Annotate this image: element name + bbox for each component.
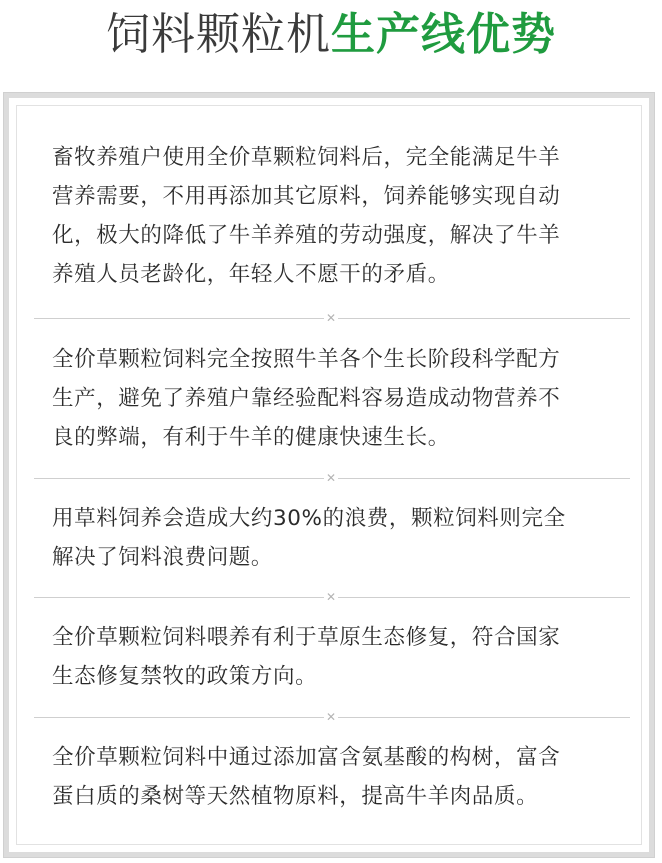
advantage-paragraph-5 <box>52 738 622 816</box>
advantage-paragraph-2 <box>52 340 622 457</box>
advantage-paragraph-4 <box>52 618 622 696</box>
close-icon: ✕ <box>325 311 337 325</box>
paragraph-line: 良的弊端，有利于牛羊的健康快速生长。 <box>52 425 450 450</box>
paragraph-line: 畜牧养殖户使用全价草颗粒饲料后，完全能满足牛羊 <box>52 145 561 170</box>
close-icon: ✕ <box>325 590 337 604</box>
paragraph-line: 养殖人员老龄化，年轻人不愿干的矛盾。 <box>52 262 450 287</box>
title-part-1: 饲料颗粒机 <box>106 9 331 60</box>
paragraph-line: 蛋白质的桑树等天然植物原料，提高牛羊肉品质。 <box>52 784 539 809</box>
paragraph-line: 全价草颗粒饲料喂养有利于草原生态修复，符合国家 <box>52 625 561 650</box>
close-icon: ✕ <box>325 710 337 724</box>
paragraph-line: 化，极大的降低了牛羊养殖的劳动强度，解决了牛羊 <box>52 223 561 248</box>
paragraph-line: 全价草颗粒饲料完全按照牛羊各个生长阶段科学配方 <box>52 347 561 372</box>
title-part-2: 生产线优势 <box>331 9 556 60</box>
paragraph-line: 用草料饲养会造成大约30%的浪费，颗粒饲料则完全 <box>52 506 566 531</box>
advantage-paragraph-3 <box>52 499 622 577</box>
paragraph-line: 全价草颗粒饲料中通过添加富含氨基酸的构树，富含 <box>52 745 561 770</box>
paragraph-line: 生产，避免了养殖户靠经验配料容易造成动物营养不 <box>52 386 561 411</box>
advantage-paragraph-1 <box>52 138 622 294</box>
paragraph-line: 解决了饲料浪费问题。 <box>52 545 274 570</box>
page-title <box>0 6 662 64</box>
paragraph-line: 生态修复禁牧的政策方向。 <box>52 664 318 689</box>
close-icon: ✕ <box>325 471 337 485</box>
paragraph-line: 营养需要，不用再添加其它原料，饲养能够实现自动 <box>52 184 561 209</box>
